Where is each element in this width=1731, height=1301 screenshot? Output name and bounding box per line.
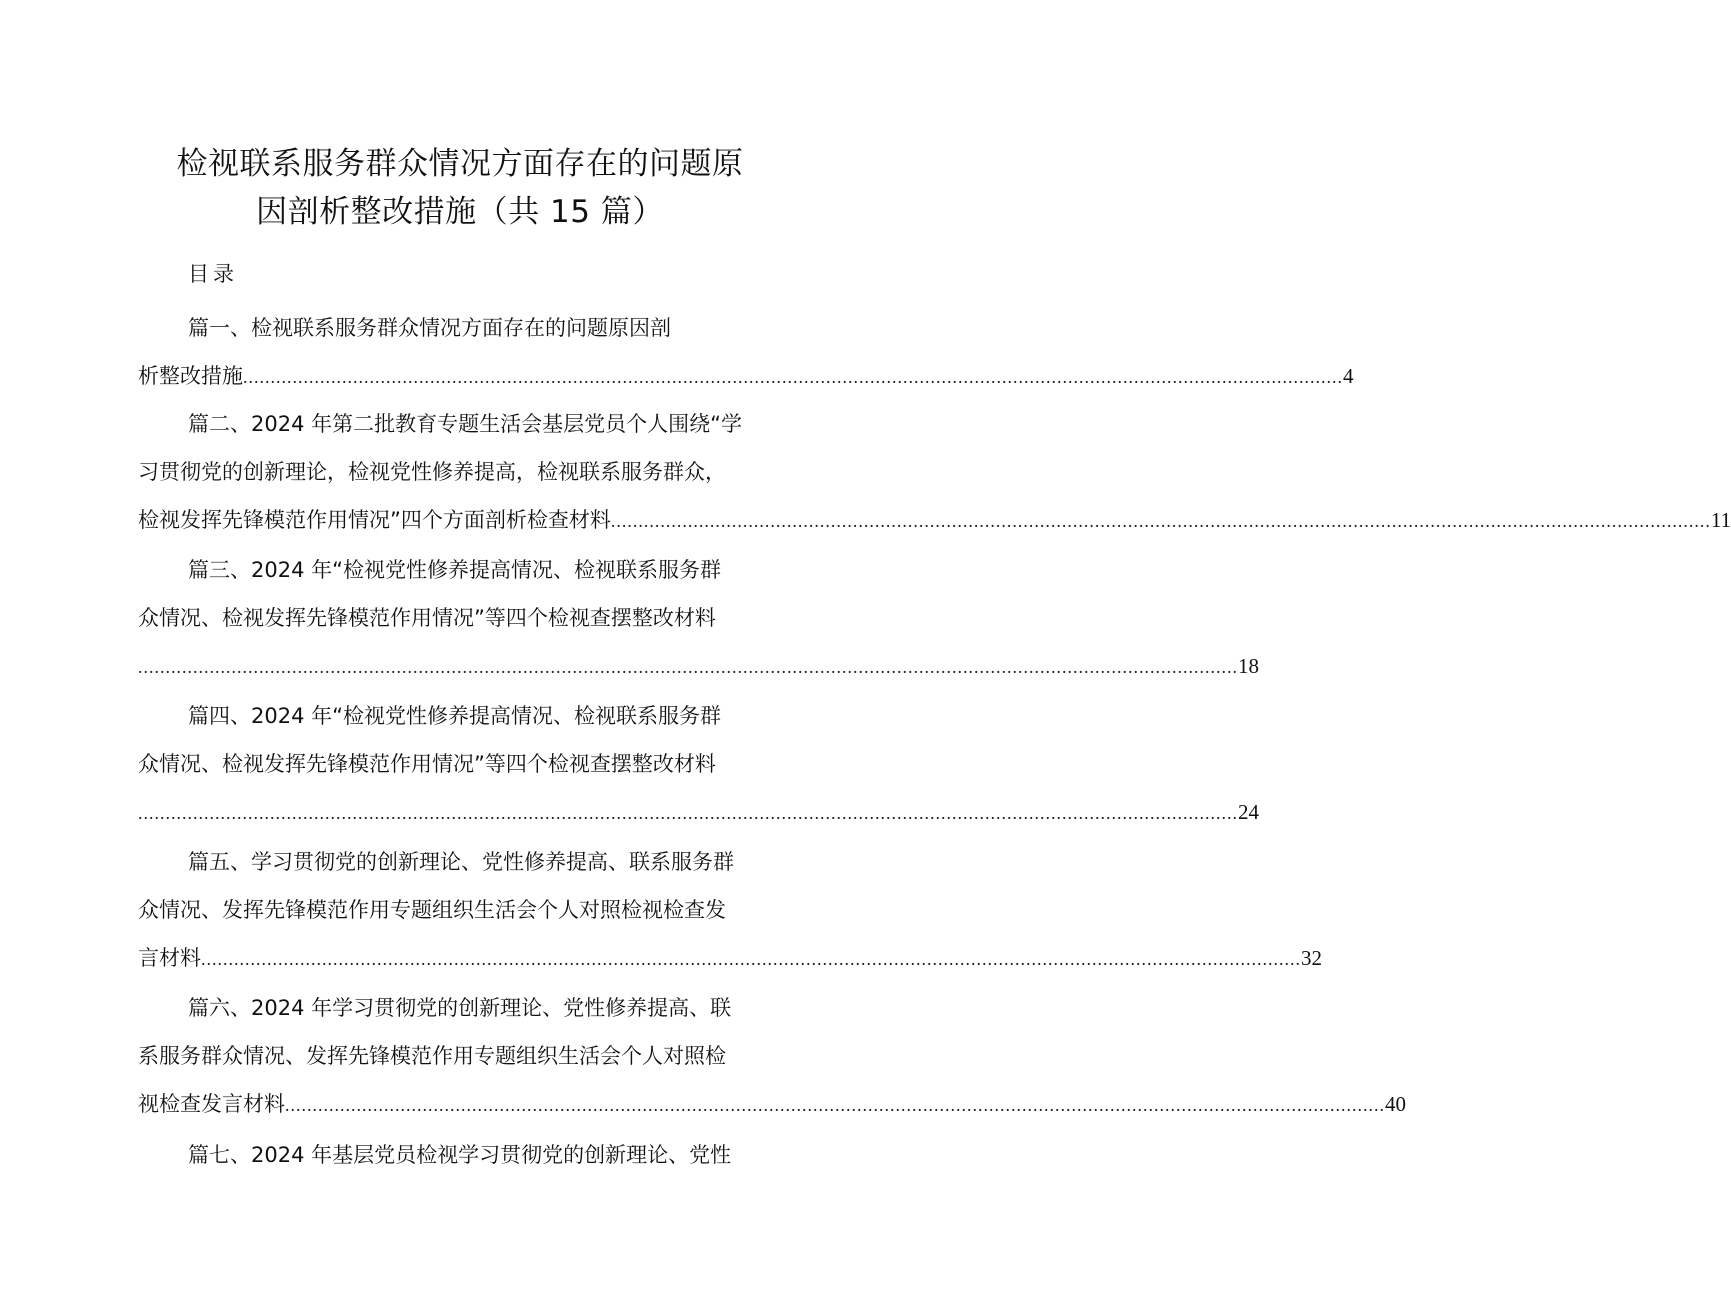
toc-entry-2-line-2: 习贯彻党的创新理论，检视党性修养提高，检视联系服务群众，	[138, 460, 726, 484]
toc-entry-2-line-3	[138, 500, 1731, 540]
toc-entry-4-line-2: 众情况、检视发挥先锋模范作用情况”等四个检视查摆整改材料	[138, 752, 716, 776]
toc-entry-6-line-1: 篇六、2024 年学习贯彻党的创新理论、党性修养提高、联	[188, 996, 732, 1020]
toc-entry-1-line-2	[138, 356, 1354, 396]
toc-entry-text: 检视发挥先锋模范作用情况”四个方面剖析检查材料	[138, 508, 611, 532]
toc-entry-3-line-3	[138, 646, 1259, 686]
toc-page-number: 32	[1301, 946, 1322, 970]
toc-entry-5-line-2: 众情况、发挥先锋模范作用专题组织生活会个人对照检视检查发	[138, 898, 726, 922]
toc-entry-3-line-1: 篇三、2024 年“检视党性修养提高情况、检视联系服务群	[188, 558, 721, 582]
toc-page-number: 11	[1710, 508, 1731, 532]
toc-entry-1-line-1: 篇一、检视联系服务群众情况方面存在的问题原因剖	[188, 316, 671, 340]
toc-dot-leader: ........................................................................................................................................................................................................	[285, 1095, 1385, 1115]
toc-entry-text: 言材料	[138, 946, 201, 970]
toc-entry-4-line-3	[138, 792, 1259, 832]
toc-heading: 目录	[188, 262, 238, 286]
toc-entry-3-line-2: 众情况、检视发挥先锋模范作用情况”等四个检视查摆整改材料	[138, 606, 716, 630]
toc-page-number: 24	[1238, 800, 1259, 824]
toc-page-number: 4	[1343, 364, 1354, 388]
toc-dot-leader: ........................................................................................................................................................................................................	[138, 803, 1238, 823]
toc-entry-text: 析整改措施	[138, 364, 243, 388]
toc-dot-leader: ........................................................................................................................................................................................................	[243, 367, 1343, 387]
document-title-line-1: 检视联系服务群众情况方面存在的问题原	[176, 146, 744, 182]
toc-entry-6-line-2: 系服务群众情况、发挥先锋模范作用专题组织生活会个人对照检	[138, 1044, 726, 1068]
toc-page-number: 18	[1238, 654, 1259, 678]
toc-entry-7-line-1: 篇七、2024 年基层党员检视学习贯彻党的创新理论、党性	[188, 1143, 732, 1167]
toc-entry-6-line-3	[138, 1084, 1406, 1124]
toc-entry-4-line-1: 篇四、2024 年“检视党性修养提高情况、检视联系服务群	[188, 704, 721, 728]
toc-entry-5-line-3	[138, 938, 1322, 978]
toc-entry-5-line-1: 篇五、学习贯彻党的创新理论、党性修养提高、联系服务群	[188, 850, 734, 874]
toc-entry-2-line-1: 篇二、2024 年第二批教育专题生活会基层党员个人围绕“学	[188, 412, 742, 436]
toc-dot-leader: ........................................................................................................................................................................................................	[610, 511, 1711, 531]
document-title-line-2: 因剖析整改措施（共 15 篇）	[256, 194, 664, 230]
toc-dot-leader: ........................................................................................................................................................................................................	[201, 949, 1301, 969]
toc-entry-text: 视检查发言材料	[138, 1092, 285, 1116]
toc-dot-leader: ........................................................................................................................................................................................................	[138, 657, 1238, 677]
toc-page-number: 40	[1385, 1092, 1406, 1116]
